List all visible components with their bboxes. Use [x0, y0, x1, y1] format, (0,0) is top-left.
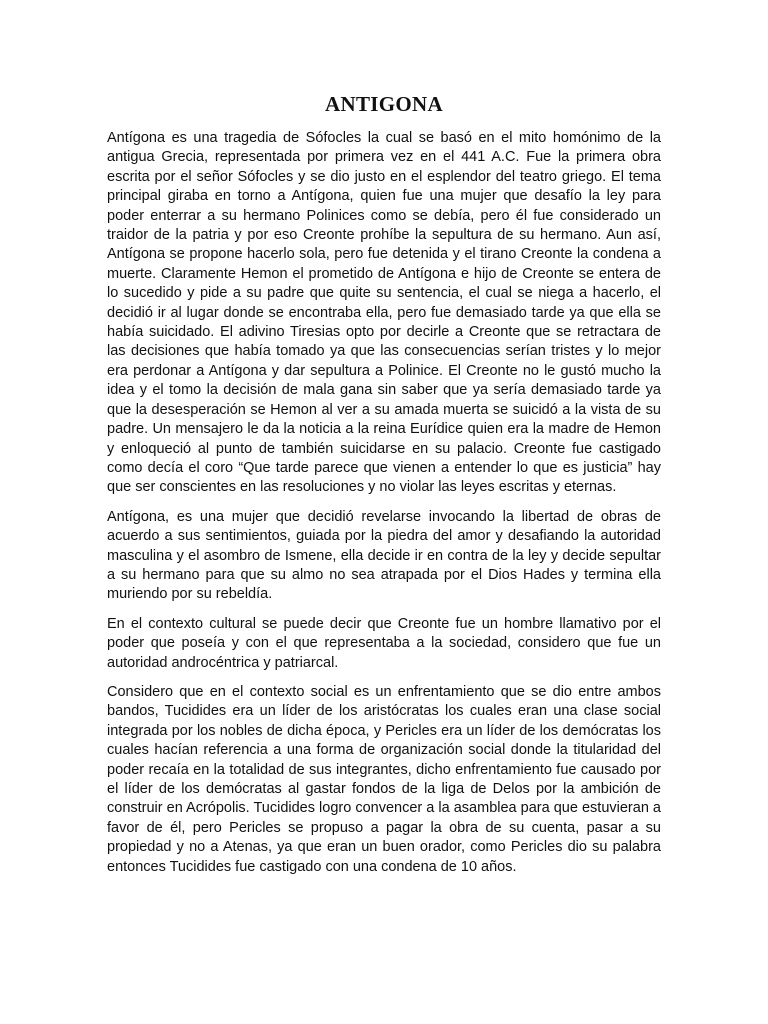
paragraph: Antígona, es una mujer que decidió revelarse invocando la libertad de obras de acuerdo a sus sentimientos, guiada por la piedra del amor y desafiando la autoridad masculina y el asombro de Ismene, ella decide ir en contra de la ley y decide sepultar a su hermano para que su almo no sea atrapada por el Dios Hades y termina ella muriendo por su rebeldía. [107, 508, 661, 603]
paragraph: Antígona es una tragedia de Sófocles la cual se basó en el mito homónimo de la antigua Grecia, representada por primera vez en el 441 A.C. Fue la primera obra escrita por el señor Sófocles y se dio justo en el esplendor del teatro griego. El tema principal giraba en torno a Antígona, quien fue una mujer que desafío la ley para poder enterrar a su hermano Polinices como se debía, pero él fue considerado un traidor de la patria y por eso Creonte prohíbe la sepultura de su hermano. Aun así, Antígona se propone hacerlo sola, pero fue detenida y el tirano Creonte la condena a muerte. Claramente Hemon el prometido de Antígona e hijo de Creonte se entera de lo sucedido y pide a su padre que quite su sentencia, el cual se niega a hacerlo, el decidió ir al lugar donde se encontraba ella, pero fue demasiado tarde ya que ella se había suicidado. El adivino Tiresias opto por decirle a Creonte que se retractara de las decisiones que había tomado ya que las consecuencias serían tristes y lo mejor era perdonar a Antígona y dar sepultura a Polinice. El Creonte no le gustó mucho la idea y el tomo la decisión de mala gana sin saber que ya sería demasiado tarde ya que la desesperación se Hemon al ver a su amada muerta se suicidó a la vista de su padre. Un mensajero le da la noticia a la reina Eurídice quien era la madre de Hemon y enloqueció al punto de también suicidarse en su palacio. Creonte fue castigado como decía el coro “Que tarde parece que vienen a entender lo que es justicia” hay que ser conscientes en las resoluciones y no violar las leyes escritas y eternas. [107, 130, 661, 496]
paragraph: En el contexto cultural se puede decir que Creonte fue un hombre llamativo por el poder que poseía y con el que representaba a la sociedad, considero que fue un autoridad androcéntrica y patriarcal. [107, 615, 661, 671]
document-title: ANTIGONA [325, 92, 443, 116]
document-body [107, 129, 661, 887]
paragraph: Considero que en el contexto social es un enfrentamiento que se dio entre ambos bandos, Tucidides era un líder de los aristócratas los cuales eran una clase social integrada por los nobles de dicha época, y Pericles era un líder de los demócratas los cuales hacían referencia a una forma de organización social donde la titularidad del poder recaía en la totalidad de sus integrantes, dicho enfrentamiento fue causado por el líder de los demócratas al gastar fondos de la liga de Delos por la ambición de construir en Acrópolis. Tucidides logro convencer a la asamblea para que estuvieran a favor de él, pero Pericles se propuso a pagar la obra de su cuenta, pasar a su propiedad y no a Atenas, ya que eran un buen orador, como Pericles dio su palabra entonces Tucidides fue castigado con una condena de 10 años. [107, 683, 661, 875]
